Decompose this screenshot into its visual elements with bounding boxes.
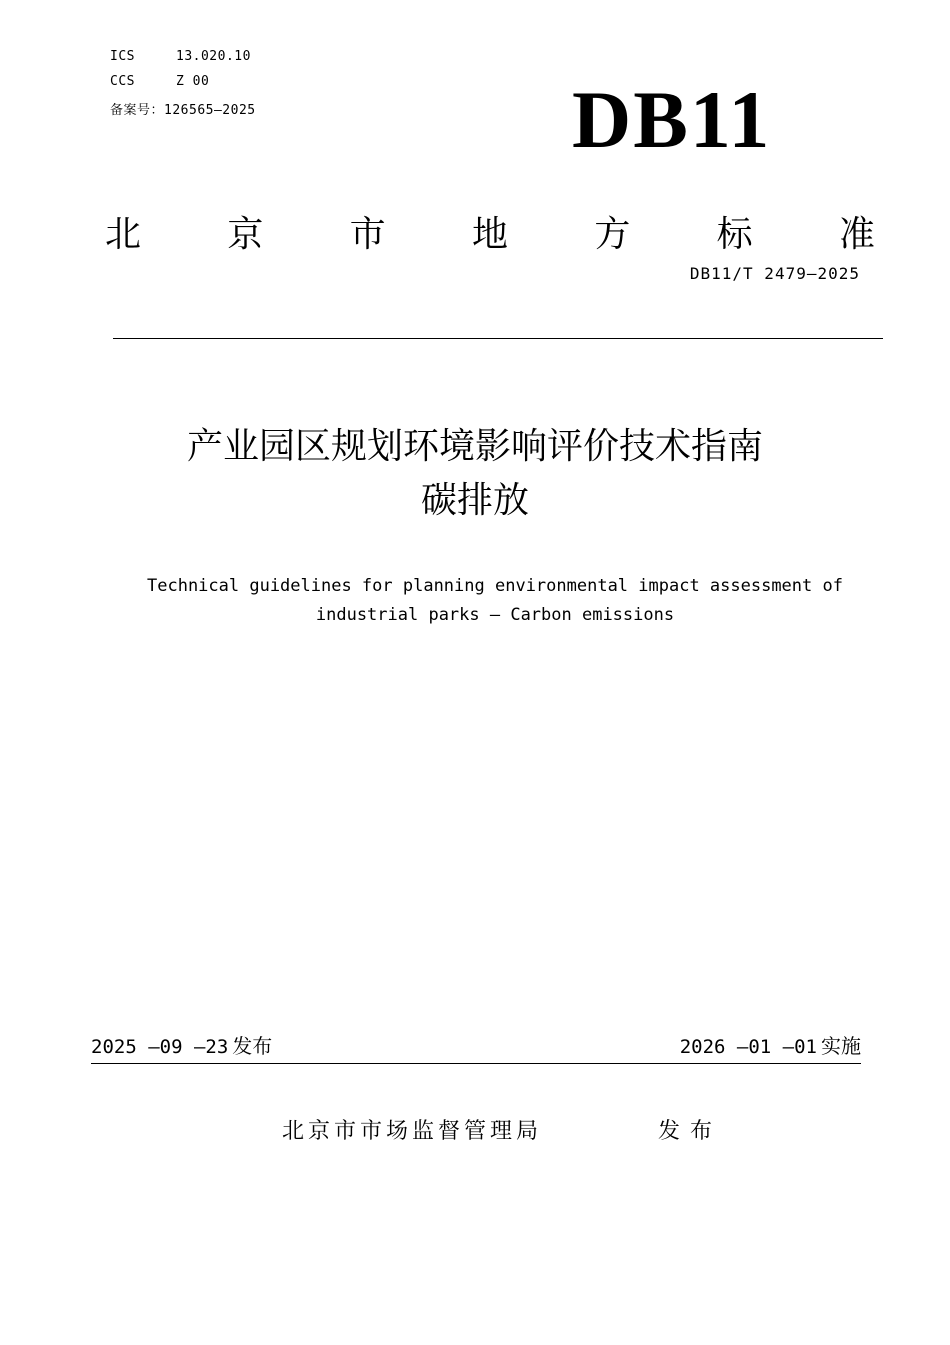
standard-type-char: 市 (349, 214, 386, 255)
db11-logo: DB11 (572, 74, 772, 165)
ccs-label: CCS (110, 74, 135, 89)
standard-type-char: 准 (838, 214, 875, 255)
title-cn-line2: 碳排放 (420, 480, 529, 521)
implementation-date-value: 2026 —01 —01 (679, 1036, 817, 1058)
title-en-line2: industrial parks — Carbon emissions (315, 605, 675, 625)
record-value: 126565—2025 (164, 103, 256, 118)
document-title-cn (0, 420, 950, 528)
standard-type-char: 地 (471, 214, 508, 255)
issue-date-label: 发布 (232, 1034, 273, 1058)
ics-value: 13.020.10 (176, 49, 251, 64)
ccs-code (110, 74, 209, 89)
title-en-line1: Technical guidelines for planning environmental impact assessment of (147, 576, 843, 596)
standard-type-char: 方 (594, 214, 631, 255)
implementation-date (680, 1030, 861, 1059)
ccs-value: Z 00 (176, 74, 210, 89)
standard-number: DB11/T 2479—2025 (689, 264, 860, 283)
standard-type-char: 北 (105, 214, 142, 255)
issuing-action: 发布 (658, 1119, 723, 1144)
implementation-date-label: 实施 (821, 1034, 861, 1058)
issue-date-value: 2025 —09 —23 (91, 1036, 229, 1058)
ics-code (110, 49, 251, 64)
standard-type-char: 标 (716, 214, 753, 255)
standard-type-char: 京 (227, 214, 264, 255)
document-title-en (100, 572, 890, 630)
ics-label: ICS (110, 49, 135, 64)
issuing-authority: 北京市市场监督管理局 (282, 1119, 543, 1144)
bottom-divider (91, 1063, 861, 1064)
title-cn-line1: 产业园区规划环境影响评价技术指南 (186, 426, 763, 467)
record-label: 备案号： (110, 103, 165, 118)
record-number (110, 99, 256, 118)
issue-date (91, 1030, 272, 1059)
top-divider (113, 338, 883, 339)
standard-type-heading (105, 210, 875, 260)
